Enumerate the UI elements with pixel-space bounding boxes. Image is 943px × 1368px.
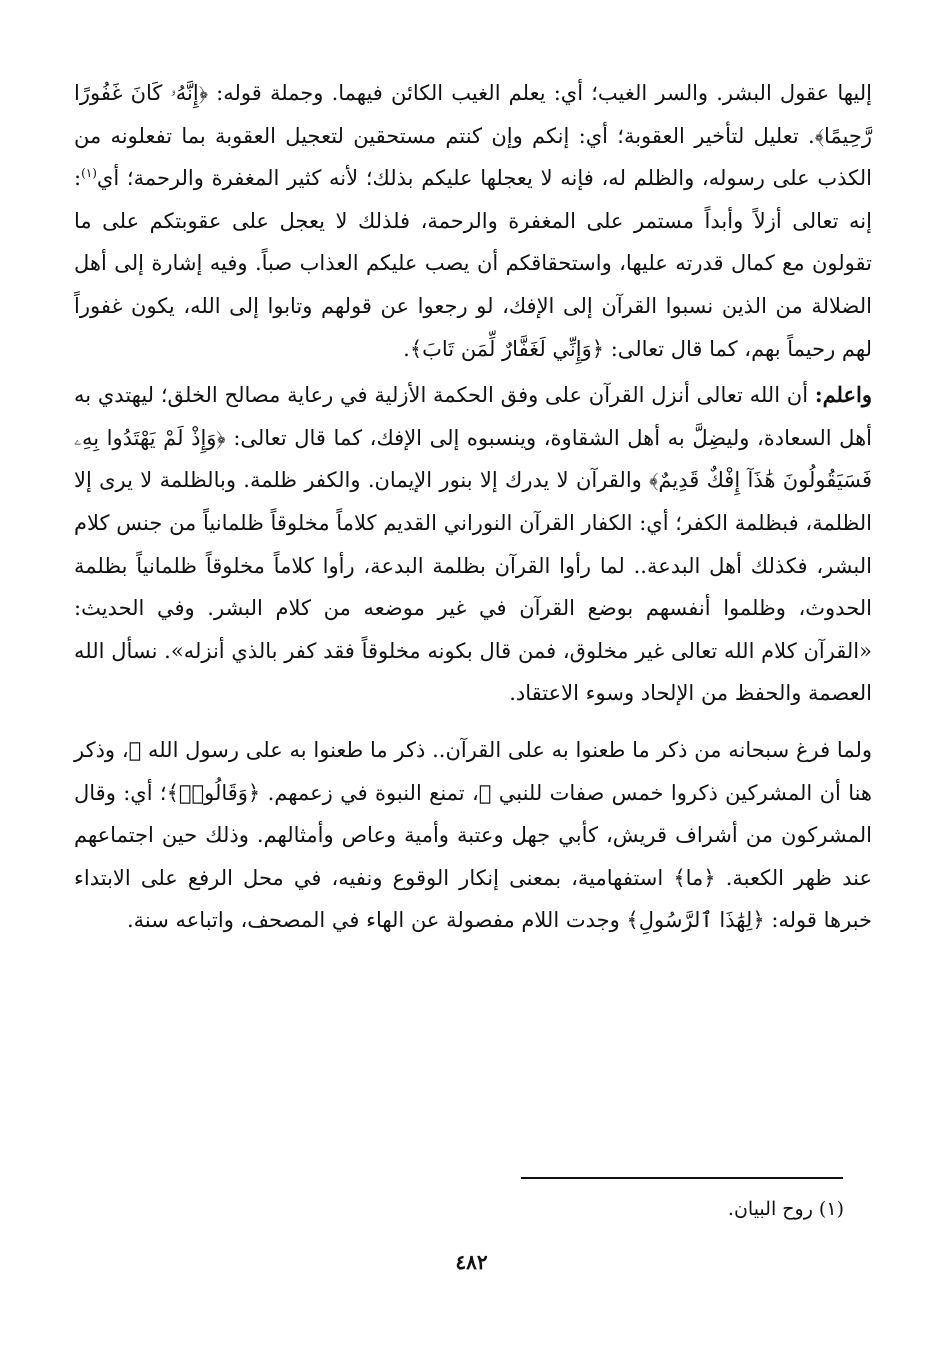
paragraph-1-text-continued: : إنه تعالى أزلاً وأبداً مستمر على المغفرة والرحمة، فلذلك لا يعجل على عقوبتكم على ما تقولون مع كمال قدرته عليها، واستحقاقكم أن يصب عليكم العذاب صباً. وفيه إشارة إلى أهل الضلالة من الذين نسبوا القرآن إلى الإفك، لو رجعوا عن قولهم وتابوا إلى الله، يكون غفوراً لهم رحيماً بهم، كما قال تعالى: ﴿وَإِنِّي لَغَفَّارٌ لِّمَن تَابَ﴾. [74,166,872,361]
paragraph-3-text: ولما فرغ سبحانه من ذكر ما طعنوا به على القرآن.. ذكر ما طعنوا به على رسول الله ﷺ، وذكر هنا أن المشركين ذكروا خمس صفات للنبي ﷺ، تمنع النبوة في زعمهم. ﴿وَقَالُوا۟﴾؛ أي: وقال المشركون من أشراف قريش، كأبي جهل وعتبة وأمية وعاص وأمثالهم. وذلك حين اجتماعهم عند ظهر الكعبة. ﴿ما﴾ استفهامية، بمعنى إنكار الوقوع ونفيه، في محل الرفع على الابتداء خبرها قوله: ﴿لِهَٰذَا ٱلرَّسُولِ﴾ وجدت اللام مفصولة عن الهاء في المصحف، واتباعه سنة. [74,737,872,933]
paragraph-1-text: إليها عقول البشر. والسر الغيب؛ أي: يعلم الغيب الكائن فيهما. وجملة قوله: ﴿إِنَّهُۥ كَانَ غَفُورًا رَّحِيمًا﴾. تعليل لتأخير العقوبة؛ أي: إنكم وإن كنتم مستحقين لتعجيل العقوبة بما تفعلونه من الكذب على رسوله، والظلم له، فإنه لا يعجلها عليكم بذلك؛ لأنه كثير المغفرة والرحمة؛ أي [74,81,872,191]
paragraph-2 [74,374,872,715]
footnote-reference: (١) [81,166,97,181]
footnote-divider [521,1177,843,1179]
paragraph-1 [74,72,872,370]
footnote: (١) روح البيان. [727,1198,844,1220]
paragraph-2-lead: واعلم: [814,382,872,408]
paragraph-3 [74,729,872,942]
paragraph-2-text: أن الله تعالى أنزل القرآن على وفق الحكمة الأزلية في رعاية مصالح الخلق؛ ليهتدي به أهل السعادة، وليضِلَّ به أهل الشقاوة، وينسبوه إلى الإفك، كما قال تعالى: ﴿وَإِذْ لَمْ يَهْتَدُوا بِهِۦ فَسَيَقُولُونَ هَٰذَآ إِفْكٌ قَدِيمٌ﴾ والقرآن لا يدرك إلا بنور الإيمان. والكفر ظلمة. وبالظلمة لا يرى إلا الظلمة، فبظلمة الكفر؛ أي: الكفار القرآن النوراني القديم كلاماً مخلوقاً ظلمانياً من جنس كلام البشر، فكذلك أهل البدعة.. لما رأوا القرآن بظلمة البدعة، رأوا كلاماً مخلوقاً ظلمانياً بظلمة الحدوث، وظلموا أنفسهم بوضع القرآن في غير موضعه من كلام البشر. وفي الحديث: «القرآن كلام الله تعالى غير مخلوق، فمن قال بكونه مخلوقاً فقد كفر بالذي أنزله». نسأل الله العصمة والحفظ من الإلحاد وسوء الاعتقاد. [74,383,872,706]
page-body [74,72,872,942]
page-number: ٤٨٢ [455,1250,488,1274]
